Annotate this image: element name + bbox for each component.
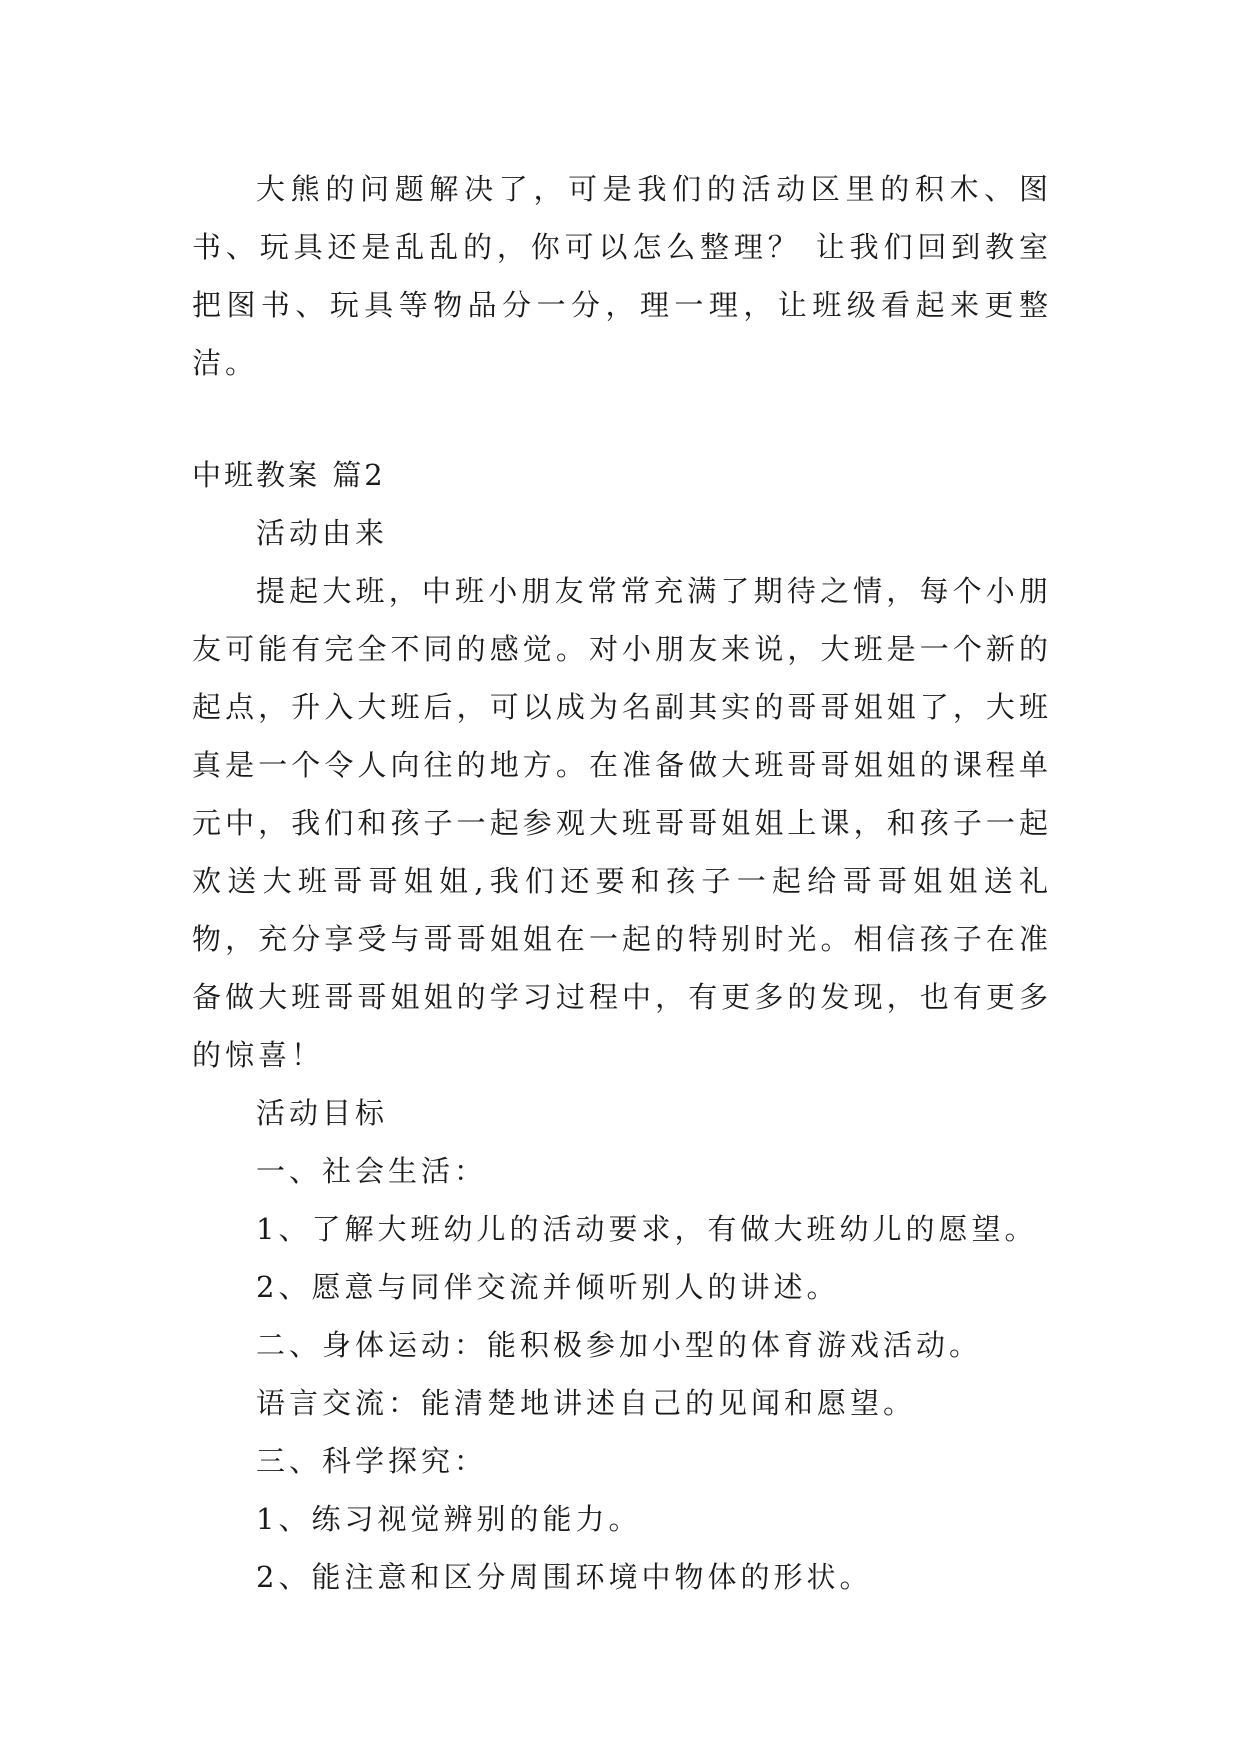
goal-item: 三、科学探究： (256, 1444, 488, 1478)
goal-item: 1、练习视觉辨别的能力。 (256, 1502, 642, 1536)
goal-item: 二、身体运动：能积极参加小型的体育游戏活动。 (256, 1328, 983, 1362)
goal-item: 2、愿意与同伴交流并倾听别人的讲述。 (256, 1270, 840, 1304)
goal-item: 一、社会生活： (256, 1154, 488, 1188)
goal-item: 2、能注意和区分周围环境中物体的形状。 (256, 1560, 873, 1594)
section-title: 中班教案 篇2 (192, 458, 386, 492)
intro-paragraph: 大熊的问题解决了，可是我们的活动区里的积木、图书、玩具还是乱乱的，你可以怎么整理？ 让我们回到教室把图书、玩具等物品分一分，理一理，让班级看起来更整洁。 (192, 172, 1052, 380)
goal-item: 1、了解大班幼儿的活动要求，有做大班幼儿的愿望。 (256, 1212, 1038, 1246)
goal-item: 语言交流：能清楚地讲述自己的见闻和愿望。 (256, 1386, 917, 1420)
origin-heading: 活动由来 (256, 516, 389, 550)
document-body (192, 160, 1052, 1606)
goals-heading: 活动目标 (256, 1096, 389, 1130)
origin-paragraph: 提起大班，中班小朋友常常充满了期待之情，每个小朋友可能有完全不同的感觉。对小朋友来说，大班是一个新的起点，升入大班后，可以成为名副其实的哥哥姐姐了，大班真是一个令人向往的地方。在准备做大班哥哥姐姐的课程单元中，我们和孩子一起参观大班哥哥姐姐上课，和孩子一起欢送大班哥哥姐姐,我们还要和孩子一起给哥哥姐姐送礼物，充分享受与哥哥姐姐在一起的特别时光。相信孩子在准备做大班哥哥姐姐的学习过程中，有更多的发现，也有更多的惊喜！ (192, 574, 1052, 1072)
section-gap (192, 392, 1052, 446)
